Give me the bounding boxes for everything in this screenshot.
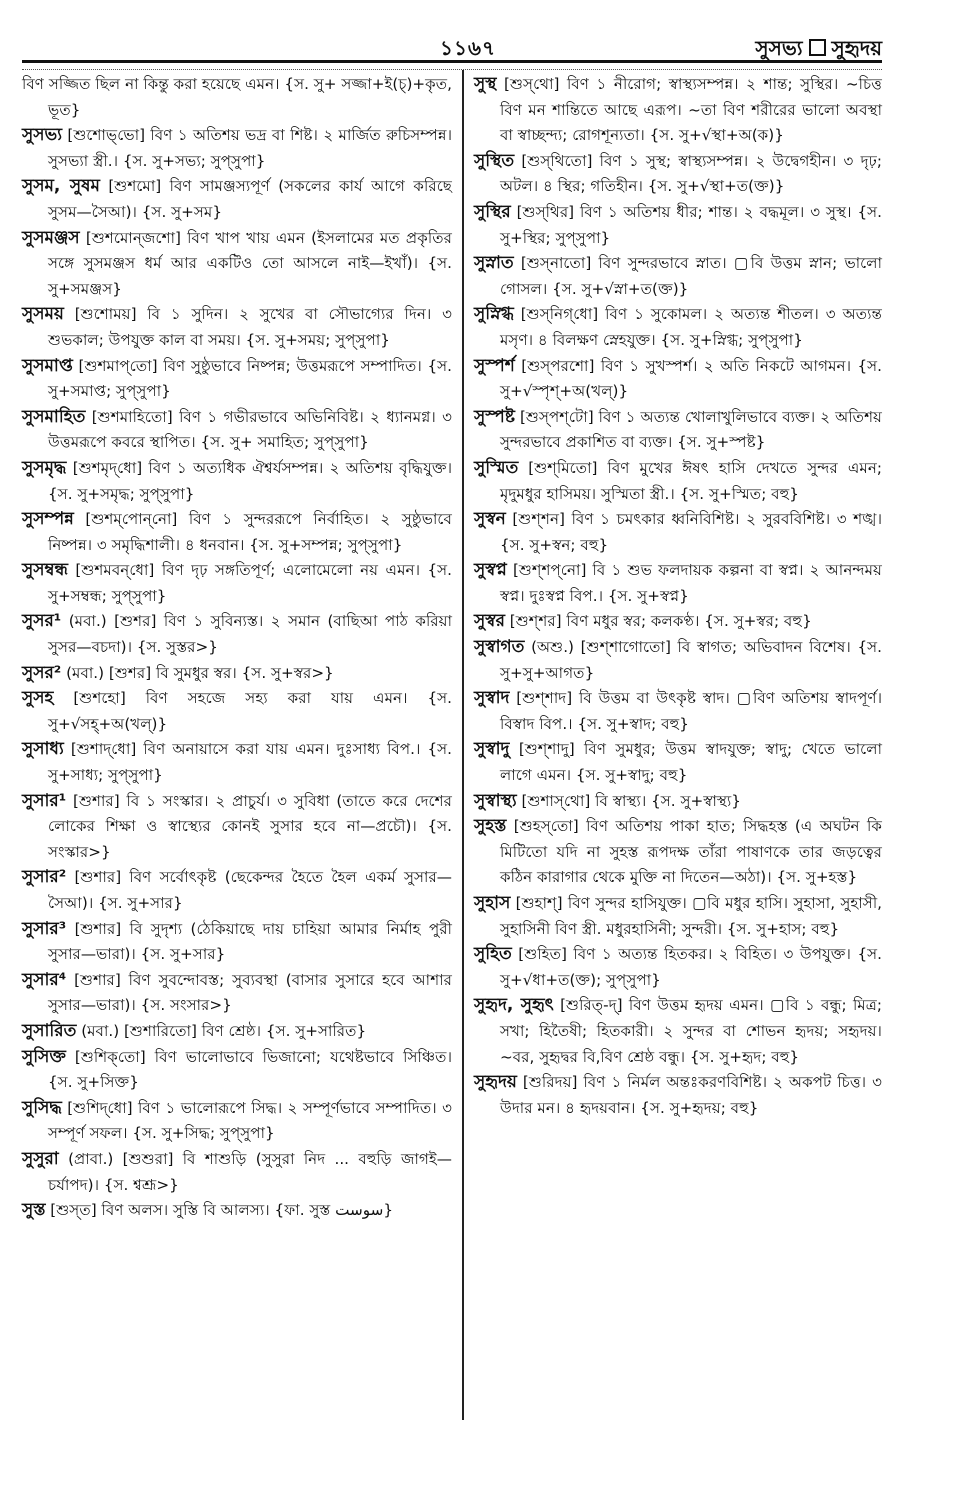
entry-definition: (মবা.) [শুশর] বিণ ১ সুবিন্যস্ত। ২ সমান (বাছিআ পাঠ করিয়া সুসর—বচদা)। {স. সুস্তর>} bbox=[48, 612, 452, 657]
dictionary-entry bbox=[22, 609, 452, 660]
entry-headword: সুস্নাত bbox=[474, 253, 514, 274]
entry-definition: (অশু.) [শুশ্‌শাগোতো] বি স্বাগত; অভিবাদন বিশেষ। {স. সু+সু+আগত} bbox=[500, 638, 882, 682]
entry-headword: সুহিত bbox=[474, 944, 512, 965]
entry-headword: সুসাধ্য bbox=[22, 739, 64, 760]
right-column bbox=[474, 72, 882, 1121]
dictionary-entry bbox=[22, 1198, 452, 1224]
entry-definition: [শুস্‌পশ্‌টো] বিণ ১ অত্যন্ত খোলাখুলিভাবে ব্যক্ত। ২ অতিশয় সুন্দরভাবে প্রকাশিত বা ব্যক্ত। {স. সু+স্পষ্ট} bbox=[500, 407, 882, 452]
entry-headword: সুস্পষ্ট bbox=[474, 406, 515, 427]
entry-headword: সুস্থির bbox=[474, 201, 511, 222]
entry-definition: [শুশমো] বিণ সামঞ্জস্যপূর্ণ (সকলের কার্য আগে করিছে সুসম—সৈআ)। {স. সু+সম} bbox=[48, 177, 452, 221]
dictionary-entry bbox=[22, 302, 452, 353]
entry-headword: সুসারিত bbox=[22, 1020, 77, 1041]
entry-definition: [শুহিত] বিণ ১ অত্যন্ত হিতকর। ২ বিহিত। ৩ উপযুক্ত। {স. সু+√ধা+ত(ক্ত); সুপ্‌সুপা} bbox=[500, 945, 883, 989]
entry-headword: সুসমাপ্ত bbox=[22, 355, 73, 376]
entry-definition: [শুস্‌নিগ্‌ধো] বিণ ১ সুকোমল। ২ অত্যন্ত শীতল। ৩ অত্যন্ত মসৃণ। ৪ বিলক্ষণ স্নেহযুক্ত। {স. সু+স্নিগ্ধ; সুপ্‌সুপা} bbox=[500, 305, 883, 349]
entry-definition: [শুশার] বি সুদৃশ্য (ঠেকিয়াছে দায় চাহিয়া আমার নির্মাহ পুরী সুসার—ভারা)। {স. সু+সার} bbox=[48, 919, 452, 964]
entry-headword: সুসিক্ত bbox=[22, 1046, 66, 1067]
dictionary-entry bbox=[22, 737, 452, 788]
dictionary-entry bbox=[474, 149, 882, 200]
entry-definition: [শুশিদ্‌ধো] বিণ ১ ভালোরূপে সিদ্ধ। ২ সম্পূর্ণভাবে সম্পাদিত। ৩ সম্পূর্ণ সফল। {স. সু+সিদ্ধ; সুপ্‌সুপা} bbox=[48, 1098, 452, 1143]
entry-headword: সুহাস bbox=[474, 893, 511, 913]
entry-headword: সুসমৃদ্ধ bbox=[22, 457, 67, 478]
guide-word-first: সুসভ্য bbox=[755, 36, 803, 60]
entry-headword: সুসম, সুষম bbox=[22, 176, 100, 197]
dictionary-entry bbox=[474, 354, 882, 405]
dictionary-entry bbox=[474, 302, 882, 353]
dictionary-entry bbox=[22, 1045, 452, 1096]
entry-headword: সুস্বর bbox=[474, 611, 505, 632]
dictionary-entry bbox=[474, 72, 882, 149]
entry-definition: [শুশাদ্‌ধো] বিণ অনায়াসে করা যায় এমন। দুঃসাধ্য বিপ.। {স. সু+সাধ্য; সুপ্‌সুপা} bbox=[48, 740, 452, 785]
dictionary-entry bbox=[22, 72, 452, 123]
entry-definition: [শুশার] বিণ সর্বোৎকৃষ্ট (ছেকেন্দর হৈতে হৈল একর্ম সুসার—সৈআ)। {স. সু+সার} bbox=[48, 868, 452, 912]
entry-definition: [শুশ্‌শাদু] বিণ সুমধুর; উত্তম স্বাদযুক্ত; স্বাদু; খেতে ভালো লাগে এমন। {স. সু+স্বাদু; বহু} bbox=[500, 740, 883, 785]
dictionary-entry bbox=[474, 558, 882, 609]
entry-headword: সুস্ত bbox=[22, 1200, 46, 1221]
dictionary-entry bbox=[474, 609, 882, 635]
dictionary-entry bbox=[474, 251, 882, 302]
entry-headword: সুসর¹ bbox=[22, 611, 62, 632]
entry-headword: সুসহ bbox=[22, 688, 54, 709]
dictionary-entry bbox=[22, 1147, 452, 1198]
dictionary-entry bbox=[22, 174, 452, 225]
entry-definition: [শুশমাহিতো] বিণ ১ গভীরভাবে অভিনিবিষ্ট। ২ ধ্যানমগ্ন। ৩ উত্তমরূপে কবরে স্থাপিত। {স. সু+ সমাহিত; সুপ্‌সুপা} bbox=[48, 407, 452, 452]
entry-definition: [শুশ্‌শর] বিণ মধুর স্বর; কলকণ্ঠ। {স. সু+স্বর; বহু} bbox=[509, 612, 812, 631]
entry-headword: সুস্থিত bbox=[474, 150, 515, 171]
dictionary-entry bbox=[22, 507, 452, 558]
entry-definition: [শুশিক্‌তো] বিণ ভালোভাবে ভিজানো; যথেষ্টভাবে সিঞ্চিত। {স. সু+সিক্ত} bbox=[48, 1047, 452, 1092]
entry-definition: [শুশ্‌শাদ] বি উত্তম বা উৎকৃষ্ট স্বাদ। ▢বিণ অতিশয় স্বাদপূর্ণ। বিস্বাদ বিপ.। {স. সু+স্বাদ; বহু} bbox=[500, 689, 883, 733]
dictionary-entry bbox=[474, 737, 882, 788]
dictionary-entry bbox=[474, 993, 882, 1070]
column-divider bbox=[462, 70, 464, 1420]
entry-headword: সুহৃদ, সুহৃৎ bbox=[474, 995, 554, 1016]
entry-definition: [শুশার] বি ১ সংস্কার। ২ প্রাচুর্য। ৩ সুবিধা (তাতে করে দেশের লোকের শিক্ষা ও স্বাস্থ্যের কোনই সুসার হবে না—প্রচৌ)। {স. সংস্কার>} bbox=[48, 791, 452, 861]
entry-headword: সুসর² bbox=[22, 662, 62, 683]
dictionary-entry bbox=[474, 789, 882, 815]
entry-headword: সুস্বপ্ন bbox=[474, 560, 507, 581]
guide-word-last: সুহৃদয় bbox=[831, 36, 882, 60]
entry-headword: সুসম্বন্ধ bbox=[22, 560, 68, 581]
dictionary-entry bbox=[474, 891, 882, 942]
entry-definition: [শুশার] বিণ সুবন্দোবস্ত; সুব্যবস্থা (বাসার সুসারে হবে আশার সুসার—ভারা)। {স. সংসার>} bbox=[48, 970, 452, 1015]
dictionary-entry bbox=[474, 405, 882, 456]
entry-definition: [শুশ্‌শপ্‌নো] বি ১ শুভ ফলদায়ক কল্পনা বা স্বপ্ন। ২ আনন্দময় স্বপ্ন। দুঃস্বপ্ন বিপ.। {স. সু+স্বপ্ন} bbox=[500, 561, 882, 605]
dictionary-entry bbox=[22, 354, 452, 405]
entry-definition: [শুস্‌পরশো] বিণ ১ সুখস্পর্শ। ২ অতি নিকটে আগমন। {স. সু+√স্পৃশ্‌+অ(খল্)} bbox=[500, 356, 883, 401]
dictionary-entry bbox=[474, 200, 882, 251]
entry-headword: সুস্মিত bbox=[474, 457, 519, 478]
dictionary-entry bbox=[474, 814, 882, 891]
entry-headword: সুস্বন bbox=[474, 509, 506, 530]
dictionary-entry bbox=[22, 968, 452, 1019]
entry-headword: সুহৃদয় bbox=[474, 1072, 517, 1093]
dictionary-entry bbox=[22, 558, 452, 609]
dictionary-entry bbox=[22, 1096, 452, 1147]
entry-headword: সুস্বাস্থ্য bbox=[474, 790, 517, 811]
entry-headword: সুসার³ bbox=[22, 918, 67, 939]
entry-definition: [শুশমৃদ্‌ধো] বিণ ১ অত্যধিক ঐশ্বর্যসম্পন্ন। ২ অতিশয় বৃদ্ধিযুক্ত। {স. সু+সমৃদ্ধ; সুপ্‌সুপা} bbox=[48, 458, 453, 503]
entry-headword: সুসমাহিত bbox=[22, 406, 86, 427]
entry-definition: (মবা.) [শুশারিতো] বিণ শ্রেষ্ঠ। {স. সু+সারিত} bbox=[81, 1021, 367, 1040]
entry-definition: [শুশমোন্‌জশো] বিণ খাপ খায় এমন (ইসলামের মত প্রকৃতির সঙ্গে সুসমঞ্জস ধর্ম আর একটিও তো আসলে নাই—ইখাঁ)। {স. সু+সমঞ্জস} bbox=[48, 228, 452, 298]
dictionary-entry bbox=[22, 1019, 452, 1045]
dictionary-entry bbox=[22, 686, 452, 737]
entry-headword: সুস্থ bbox=[474, 74, 497, 94]
entry-definition: (মবা.) [শুশর] বি সুমধুর স্বর। {স. সু+স্বর>} bbox=[66, 663, 334, 682]
dictionary-entry bbox=[22, 405, 452, 456]
entry-definition: [শুস্‌নাতো] বিণ সুন্দরভাবে স্নাত। ▢বি উত্তম স্নান; ভালো গোসল। {স. সু+√স্না+ত(ক্ত)} bbox=[500, 254, 882, 298]
entry-headword: সুসভ্য bbox=[22, 125, 63, 146]
entry-definition: [শুরিদয়] বিণ ১ নির্মল অন্তঃকরণবিশিষ্ট। ২ অকপট চিত্ত। ৩ উদার মন। ৪ হৃদয়বান। {স. সু+হৃদয়; বহু} bbox=[500, 1073, 882, 1117]
entry-definition: [শুশোভ্‌ভো] বিণ ১ অতিশয় ভদ্র বা শিষ্ট। ২ মার্জিত রুচিসম্পন্ন। সুসভ্যা স্ত্রী.। {স. সু+সভ্য; সুপ্‌সুপা} bbox=[48, 126, 453, 170]
entry-headword: সুসিদ্ধ bbox=[22, 1097, 62, 1118]
entry-definition: [শুশমবন্‌ধো] বিণ দৃঢ় সঙ্গতিপূর্ণ; এলোমেলো নয় এমন। {স. সু+সম্বন্ধ; সুপ্‌সুপা} bbox=[48, 561, 453, 605]
entry-definition: [শুস্‌থির] বিণ ১ অতিশয় ধীর; শান্ত। ২ বদ্ধমূল। ৩ সুস্থ। {স. সু+স্থির; সুপ্‌সুপা} bbox=[500, 202, 882, 247]
entry-definition: (প্রাবা.) [শুশুরা] বি শাশুড়ি (সুসুরা নিদ ... বহুড়ি জাগই—চর্যাপদ)। {স. শ্বশ্রূ>} bbox=[48, 1149, 452, 1194]
entry-headword: সুস্বাদ bbox=[474, 688, 510, 709]
dictionary-entry bbox=[22, 456, 452, 507]
entry-headword: সুসার¹ bbox=[22, 790, 67, 811]
entry-headword: সুসম্পন্ন bbox=[22, 509, 74, 530]
entry-definition: [শুরিত্‌-দ্‌] বিণ উত্তম হৃদয় এমন। ▢বি ১ বন্ধু; মিত্র; সখা; হিতৈষী; হিতকারী। ২ সুন্দর বা শোভন হৃদয়; সহৃদয়। ~বর, সুহৃদ্বর বি,বিণ শ্রেষ্ঠ বন্ধু। {স. সু+হৃদ; বহু} bbox=[500, 996, 883, 1066]
dictionary-entry bbox=[22, 661, 452, 687]
entry-definition: [শুশ্‌মিতো] বিণ মুখের ঈষৎ হাসি দেখতে সুন্দর এমন; মৃদুমধুর হাসিময়। সুস্মিতা স্ত্রী.। {স. সু+স্মিত; বহু} bbox=[500, 458, 883, 503]
dictionary-entry bbox=[474, 686, 882, 737]
entry-definition: [শুশ্‌শন] বিণ ১ চমৎকার ধ্বনিবিশিষ্ট। ২ সুরববিশিষ্ট। ৩ শঙ্খ। {স. সু+স্বন; বহু} bbox=[500, 510, 883, 554]
entry-headword: সুস্বাদু bbox=[474, 739, 510, 760]
left-column bbox=[22, 72, 452, 1224]
page-header bbox=[0, 28, 960, 64]
entry-headword: সুসার⁴ bbox=[22, 969, 67, 990]
dictionary-entry bbox=[474, 635, 882, 686]
dictionary-entry bbox=[22, 226, 452, 303]
entry-definition: বিণ সজ্জিত ছিল না কিন্তু করা হয়েছে এমন। {স. সু+ সজ্জা+ই(চ্)+কৃত, ভূত} bbox=[22, 75, 452, 119]
header-rule bbox=[22, 60, 882, 70]
dictionary-entry bbox=[474, 1070, 882, 1121]
entry-definition: [শুশম্‌পোন্‌নো] বিণ ১ সুন্দররূপে নির্বাহিত। ২ সুষ্ঠুভাবে নিষ্পন্ন। ৩ সমৃদ্ধিশালী। ৪ ধনবান। {স. সু+সম্পন্ন; সুপ্‌সুপা} bbox=[48, 510, 452, 554]
entry-definition: [শুহাশ্‌] বিণ সুন্দর হাসিযুক্ত। ▢বি মধুর হাসি। সুহাসা, সুহাসী, সুহাসিনী বিণ স্ত্রী. মধুরহাসিনী; সুন্দরী। {স. সু+হাস; বহু} bbox=[500, 894, 882, 938]
entry-headword: সুসুরা bbox=[22, 1148, 59, 1169]
entry-definition: [শুস্‌থিতো] বিণ ১ সুস্থ; স্বাস্থ্যসম্পন্ন। ২ উদ্বেগহীন। ৩ দৃঢ়; অটল। ৪ স্থির; গতিহীন। {স. সু+√স্থা+ত(ক্ত)} bbox=[500, 151, 883, 196]
dictionary-entry bbox=[22, 865, 452, 916]
entry-definition: [শুস্‌ত] বিণ অলস। সুস্তি বি আলস্য। {ফা. সুস্ত سوست} bbox=[50, 1201, 394, 1220]
dictionary-entry bbox=[474, 507, 882, 558]
entry-definition: [শুশহো] বিণ সহজে সহ্য করা যায় এমন। {স. সু+√সহ্‌+অ(খল্)} bbox=[48, 689, 452, 733]
entry-headword: সুসার² bbox=[22, 867, 67, 888]
dictionary-entry bbox=[474, 456, 882, 507]
entry-definition: [শুহস্‌তো] বিণ অতিশয় পাকা হাত; সিদ্ধহস্ত (এ অঘটন কি মিটিতো যদি না সুহস্ত রূপদক্ষ তাঁরা পাষাণকে তার জড়ত্বের কঠিন কারাগার থেকে মুক্তি না দিতেন—অঠা)। {স. সু+হস্ত} bbox=[500, 817, 882, 887]
square-separator-icon bbox=[809, 39, 826, 56]
entry-headword: সুহস্ত bbox=[474, 816, 507, 837]
entry-headword: সুসমঞ্জস bbox=[22, 227, 80, 248]
dictionary-entry bbox=[22, 917, 452, 968]
entry-headword: সুস্পর্শ bbox=[474, 355, 515, 376]
entry-definition: [শুস্‌থো] বিণ ১ নীরোগ; স্বাস্থ্যসম্পন্ন। ২ শান্ত; সুস্থির। ~চিত্ত বিণ মন শান্তিতে আছে এরূপ। ~তা বিণ শরীরের ভালো অবস্থা বা স্বাচ্ছন্দ্য; রোগশূন্যতা। {স. সু+√স্থা+অ(ক)} bbox=[500, 75, 883, 145]
entry-definition: [শুশাস্‌থো] বি স্বাস্থ্য। {স. সু+স্বাস্থ্য} bbox=[521, 791, 741, 810]
entry-headword: সুস্বাগত bbox=[474, 637, 525, 658]
dictionary-entry bbox=[22, 789, 452, 866]
page-number: ১১৬৭ bbox=[440, 36, 496, 60]
entry-definition: [শুশমাপ্‌তো] বিণ সুষ্ঠুভাবে নিষ্পন্ন; উত্তমরূপে সম্পাদিত। {স. সু+সমাপ্ত; সুপ্‌সুপা} bbox=[48, 356, 453, 401]
entry-headword: সুসময় bbox=[22, 304, 64, 325]
entry-definition: [শুশোময়] বি ১ সুদিন। ২ সুখের বা সৌভাগ্যের দিন। ৩ শুভকাল; উপযুক্ত কাল বা সময়। {স. সু+সময়; সুপ্‌সুপা} bbox=[48, 305, 452, 349]
entry-headword: সুস্নিগ্ধ bbox=[474, 304, 514, 325]
dictionary-entry bbox=[22, 123, 452, 174]
dictionary-entry bbox=[474, 942, 882, 993]
